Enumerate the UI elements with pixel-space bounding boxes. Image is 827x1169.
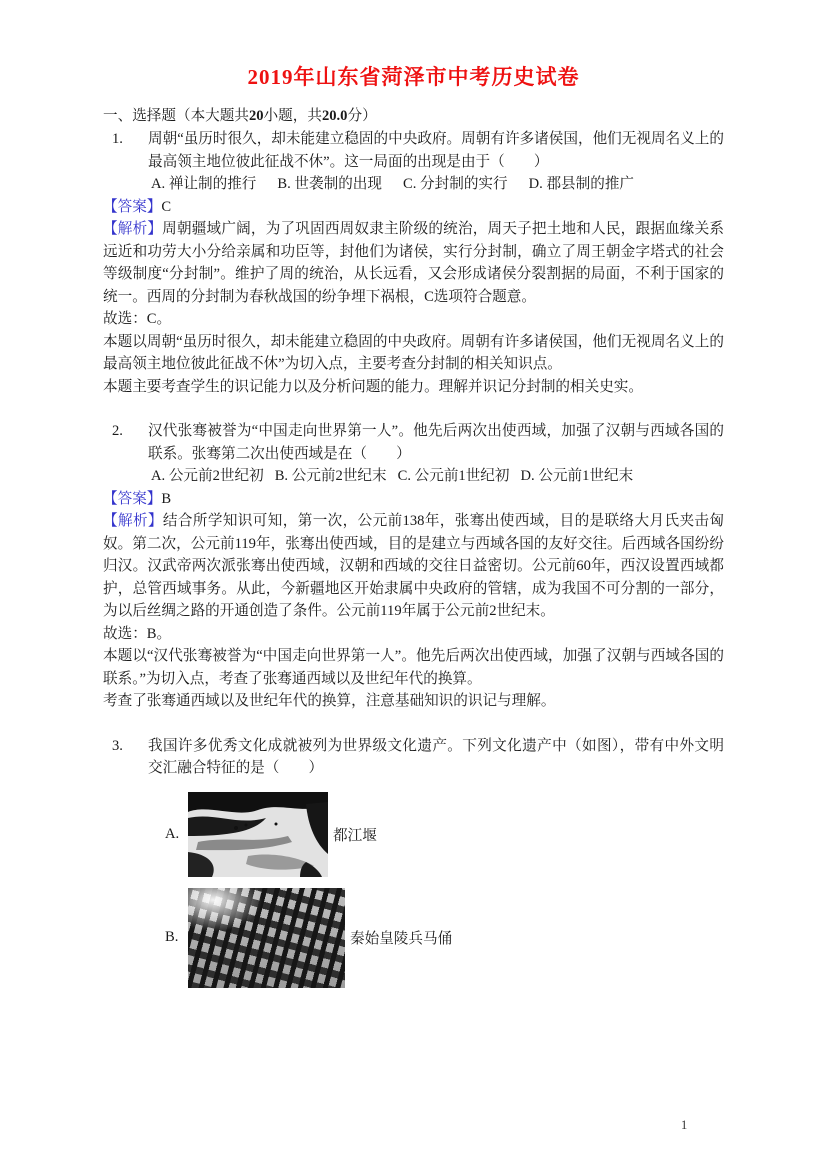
section-heading-text: 小题，共 [263,108,322,124]
document-content [103,0,724,988]
question-3 [103,735,724,988]
section-heading-text: 一、选择题（本大题共 [103,108,249,124]
question-number: 2. [112,423,123,439]
conclusion-line: 故选：B。 [103,625,172,642]
option-c: C. 分封制的实行 [403,176,508,192]
conclusion-line: 故选：C。 [103,311,172,327]
question-options [151,173,724,196]
question-text: 周朝“虽历时很久，却未能建立稳固的中央政府。周朝有许多诸侯国，他们无视周名义上的最高领主地位彼此征战不休”。这一局面的出现是由于（ ） [148,131,724,170]
analysis-text: 结合所学知识可知，第一次，公元前138年，张骞出使西域，目的是联络大月氏夹击匈奴。第二次，公元前119年，张骞出使西域，目的是建立与西域各国的友好交往。后西域各国纷纷归汉。汉武帝两次派张骞出使西域，汉朝和西域的交往日益密切。公元前60年，西汉设置西域都护，总管西域事务。从此，今新疆地区开始隶属中央政府的管辖，成为我国不可分割的一部分，为以后丝绸之路的开通创造了条件。公元前119年属于公元前2世纪末。 [103,513,724,619]
figure-option-b [165,888,724,988]
analysis-paragraph [103,218,724,308]
page-number: 1 [681,1118,688,1132]
answer-line [103,196,724,219]
question-number: 1. [112,131,123,147]
question-text: 汉代张骞被誉为“中国走向世界第一人”。他先后两次出使西域，加强了汉朝与西域各国的联系。张骞第二次出使西域是在（ ） [148,423,724,462]
analysis-label: 【解析】 [103,513,163,529]
answer-label: 【答案】 [103,198,162,215]
section-question-count: 20 [248,108,264,124]
answer-line [103,488,724,511]
question-2 [103,420,724,713]
dujiangyan-photo [188,792,328,877]
answer-value: C [161,198,172,215]
figure-option-a [165,792,724,877]
comment-paragraph: 考查了张骞通西域以及世纪年代的换算，注意基础知识的识记与理解。 [103,693,556,709]
figure-letter: A. [165,825,180,842]
analysis-label: 【解析】 [103,221,163,237]
section-heading [103,105,724,128]
option-b: B. 公元前2世纪末 [274,468,387,484]
figure-caption: 都江堰 [333,827,377,844]
figure-caption: 秦始皇陵兵马俑 [350,931,453,947]
question-text: 我国许多优秀文化成就被列为世界级文化遗产。下列文化遗产中（如图），带有中外文明交汇融合特征的是（ ） [148,737,724,776]
question-1 [103,128,724,398]
section-total-points: 20.0 [321,108,348,124]
option-a: A. 禅让制的推行 [151,176,257,192]
figure-letter: B. [165,929,179,945]
comment-paragraph: 本题以“汉代张骞被誉为“中国走向世界第一人”。他先后两次出使西域，加强了汉朝与西域各国的联系。”为切入点，考查了张骞通西域以及世纪年代的换算。 [103,648,724,687]
question-options [151,465,724,488]
question-number: 3. [112,737,123,754]
option-c: C. 公元前1世纪初 [397,468,510,484]
analysis-text: 周朝疆域广阔，为了巩固西周奴隶主阶级的统治，周天子把土地和人民，跟据血缘关系远近和功劳大小分给亲属和功臣等，封他们为诸侯，实行分封制，确立了周王朝金字塔式的社会等级制度“分封制”。维护了周的统治，从长远看，又会形成诸侯分裂割据的局面，不利于国家的统一。西周的分封制为春秋战国的纷争埋下祸根，C选项符合题意。 [103,221,724,305]
option-d: D. 郡县制的推广 [528,176,635,192]
section-heading-text: 分） [347,108,377,124]
answer-label: 【答案】 [103,490,162,507]
comment-paragraph: 本题以周朝“虽历时很久，却未能建立稳固的中央政府。周朝有许多诸侯国，他们无视周名义上的最高领主地位彼此征战不休”为切入点，主要考查分封制的相关知识点。 [103,333,724,372]
option-a: A. 公元前2世纪初 [151,468,264,484]
comment-paragraph: 本题主要考查学生的识记能力以及分析问题的能力。理解并识记分封制的相关史实。 [103,378,643,395]
option-d: D. 公元前1世纪末 [520,468,634,484]
option-b: B. 世袭制的出现 [277,176,383,192]
terracotta-army-photo [188,888,345,988]
analysis-paragraph [103,510,724,623]
answer-value: B [161,490,172,507]
page-title: 2019年山东省菏泽市中考历史试卷 [247,65,580,89]
